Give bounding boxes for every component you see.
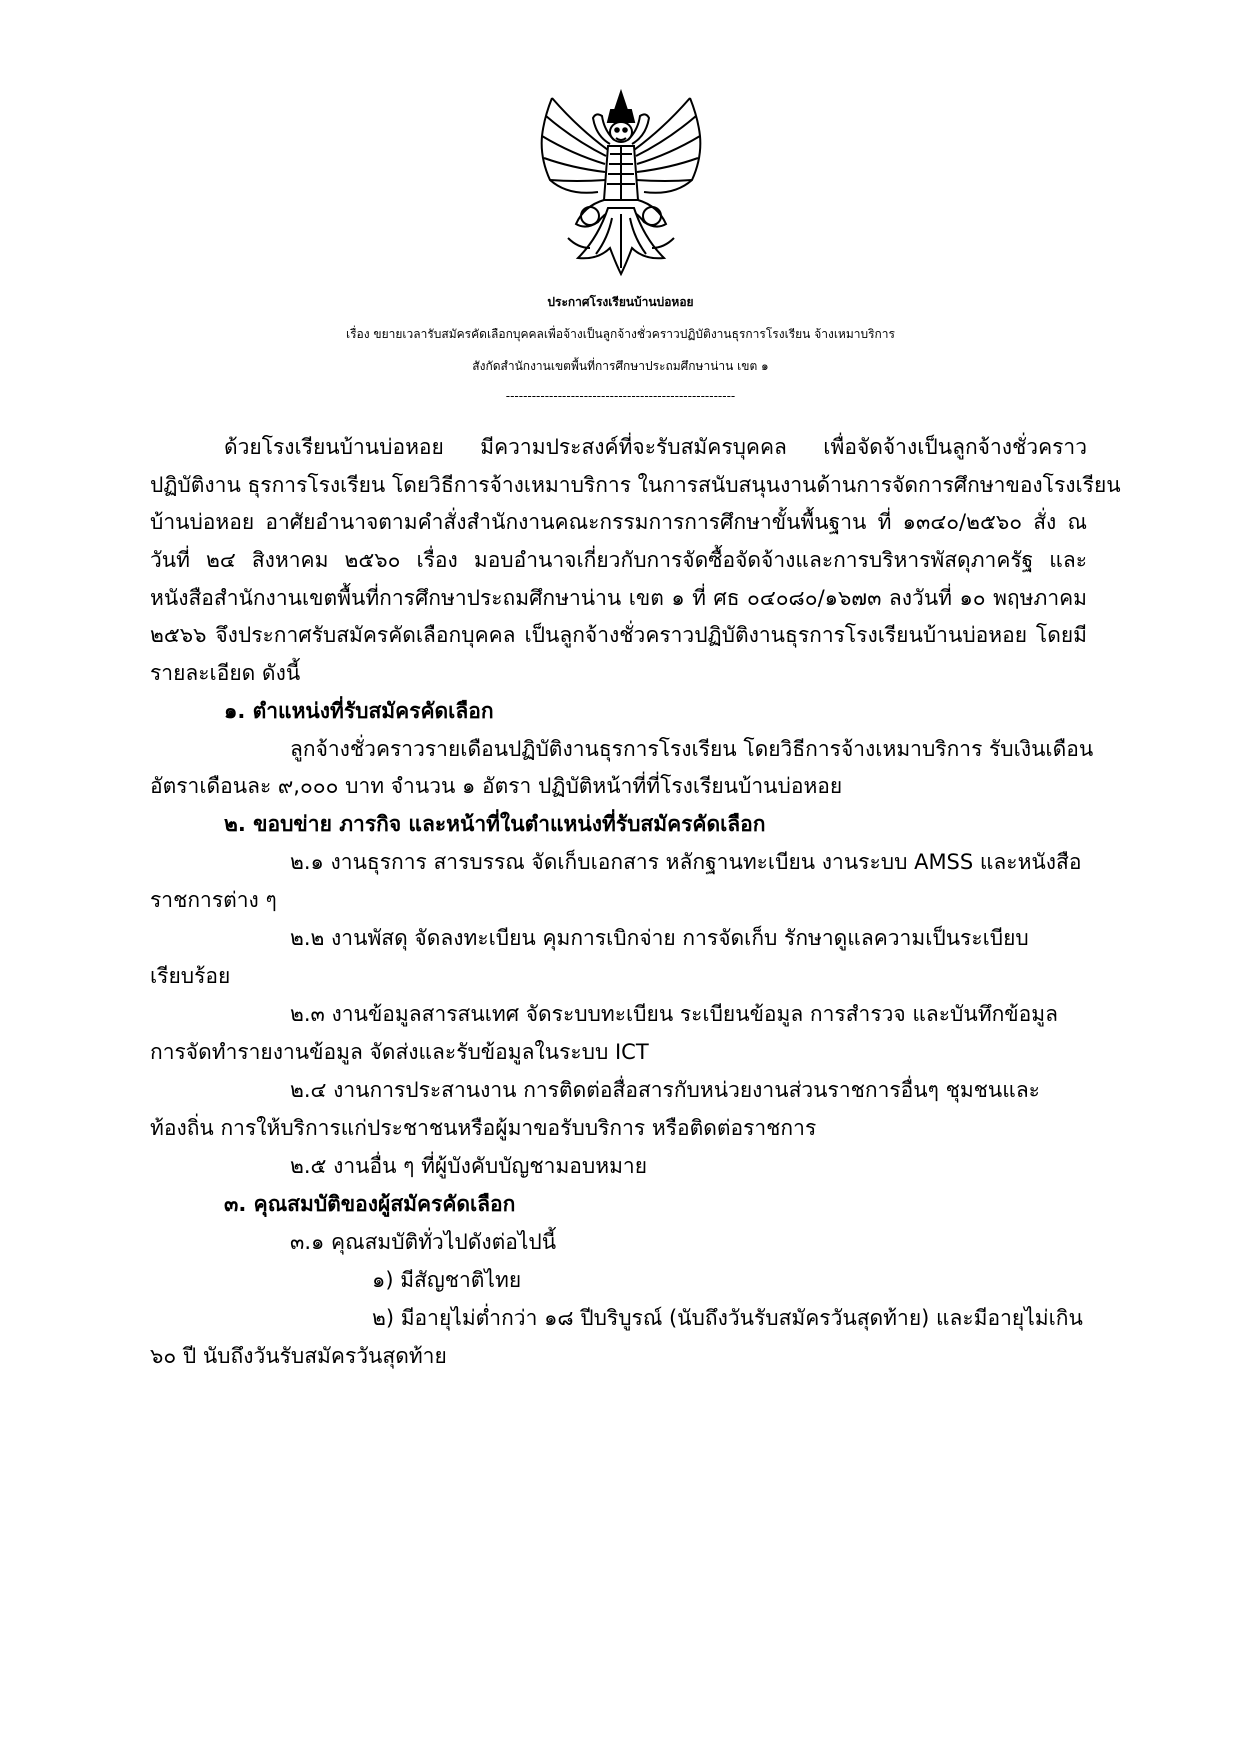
section-2-item-3a: ๒.๓ งานข้อมูลสารสนเทศ จัดระบบทะเบียน ระเบียนข้อมูล การสำรวจ และบันทึกข้อมูล bbox=[290, 1002, 1058, 1026]
section-2-item-2a: ๒.๒ งานพัสดุ จัดลงทะเบียน คุมการเบิกจ่าย การจัดเก็บ รักษาดูแลความเป็นระเบียบ bbox=[290, 926, 1029, 950]
intro-line-1: ด้วยโรงเรียนบ้านบ่อหอย มีความประสงค์ที่จะรับสมัครบุคคล เพื่อจัดจ้างเป็นลูกจ้างชั่วคราว bbox=[224, 435, 1087, 459]
section-2-item-2b: เรียบร้อย bbox=[150, 964, 231, 988]
intro-line-4: วันที่ ๒๔ สิงหาคม ๒๕๖๐ เรื่อง มอบอำนาจเกี่ยวกับการจัดซื้อจัดจ้างและการบริหารพัสดุภาครัฐ และ bbox=[150, 548, 1087, 572]
garuda-emblem-icon bbox=[538, 88, 704, 278]
section-2-item-1a: ๒.๑ งานธุรการ สารบรรณ จัดเก็บเอกสาร หลักฐานทะเบียน งานระบบ AMSS และหนังสือ bbox=[290, 850, 1082, 874]
section-1-line-2: อัตราเดือนละ ๙,๐๐๐ บาท จำนวน ๑ อัตรา ปฏิบัติหน้าที่ที่โรงเรียนบ้านบ่อหอย bbox=[150, 774, 843, 798]
intro-line-5: หนังสือสำนักงานเขตพื้นที่การศึกษาประถมศึกษาน่าน เขต ๑ ที่ ศธ ๐๔๐๘๐/๑๖๗๓ ลงวันที่ ๑๐ พฤษภาคม bbox=[150, 586, 1087, 610]
subject-line-2: สังกัดสำนักงานเขตพื้นที่การศึกษาประถมศึกษาน่าน เขต ๑ bbox=[472, 359, 769, 373]
intro-line-2: ปฏิบัติงาน ธุรการโรงเรียน โดยวิธีการจ้างเหมาบริการ ในการสนับสนุนงานด้านการจัดการศึกษาของโรงเรียน bbox=[150, 473, 1121, 497]
section-3-qual-1: ๑) มีสัญชาติไทย bbox=[372, 1268, 522, 1292]
section-2-heading: ๒. ขอบข่าย ภารกิจ และหน้าที่ในตำแหน่งที่รับสมัครคัดเลือก bbox=[224, 812, 766, 836]
announcement-title: ประกาศโรงเรียนบ้านบ่อหอย bbox=[547, 295, 694, 309]
intro-line-3: บ้านบ่อหอย อาศัยอำนาจตามคำสั่งสำนักงานคณะกรรมการการศึกษาขั้นพื้นฐาน ที่ ๑๓๔๐/๒๕๖๐ สั่ง ณ bbox=[150, 510, 1087, 534]
section-1-line-1: ลูกจ้างชั่วคราวรายเดือนปฏิบัติงานธุรการโรงเรียน โดยวิธีการจ้างเหมาบริการ รับเงินเดือน bbox=[290, 737, 1094, 761]
section-2-item-4a: ๒.๔ งานการประสานงาน การติดต่อสื่อสารกับหน่วยงานส่วนราชการอื่นๆ ชุมชนและ bbox=[290, 1078, 1040, 1102]
section-1-heading: ๑. ตำแหน่งที่รับสมัครคัดเลือก bbox=[224, 699, 494, 723]
section-3-qual-2b: ๖๐ ปี นับถึงวันรับสมัครวันสุดท้าย bbox=[150, 1344, 447, 1368]
intro-line-7: รายละเอียด ดังนี้ bbox=[150, 661, 301, 685]
section-2-item-3b: การจัดทำรายงานข้อมูล จัดส่งและรับข้อมูลในระบบ ICT bbox=[150, 1040, 649, 1064]
section-2-item-4b: ท้องถิ่น การให้บริการแก่ประชาชนหรือผู้มาขอรับบริการ หรือติดต่อราชการ bbox=[150, 1116, 817, 1140]
section-3-qual-2a: ๒) มีอายุไม่ต่ำกว่า ๑๘ ปีบริบูรณ์ (นับถึงวันรับสมัครวันสุดท้าย) และมีอายุไม่เกิน bbox=[372, 1306, 1083, 1330]
intro-line-6: ๒๕๖๖ จึงประกาศรับสมัครคัดเลือกบุคคล เป็นลูกจ้างชั่วคราวปฏิบัติงานธุรการโรงเรียนบ้านบ่อหอย โดยมี bbox=[150, 623, 1087, 647]
section-2-item-1b: ราชการต่าง ๆ bbox=[150, 888, 277, 912]
title-divider: ----------------------------------------------------- bbox=[505, 389, 736, 403]
section-3-sub-1: ๓.๑ คุณสมบัติทั่วไปดังต่อไปนี้ bbox=[290, 1230, 557, 1254]
subject-line-1: เรื่อง ขยายเวลารับสมัครคัดเลือกบุคคลเพื่อจ้างเป็นลูกจ้างชั่วคราวปฏิบัติงานธุรการโรงเรียน จ้างเหมาบริการ bbox=[345, 327, 895, 341]
section-2-item-5: ๒.๕ งานอื่น ๆ ที่ผู้บังคับบัญชามอบหมาย bbox=[290, 1154, 648, 1178]
section-3-heading: ๓. คุณสมบัติของผู้สมัครคัดเลือก bbox=[224, 1192, 516, 1216]
